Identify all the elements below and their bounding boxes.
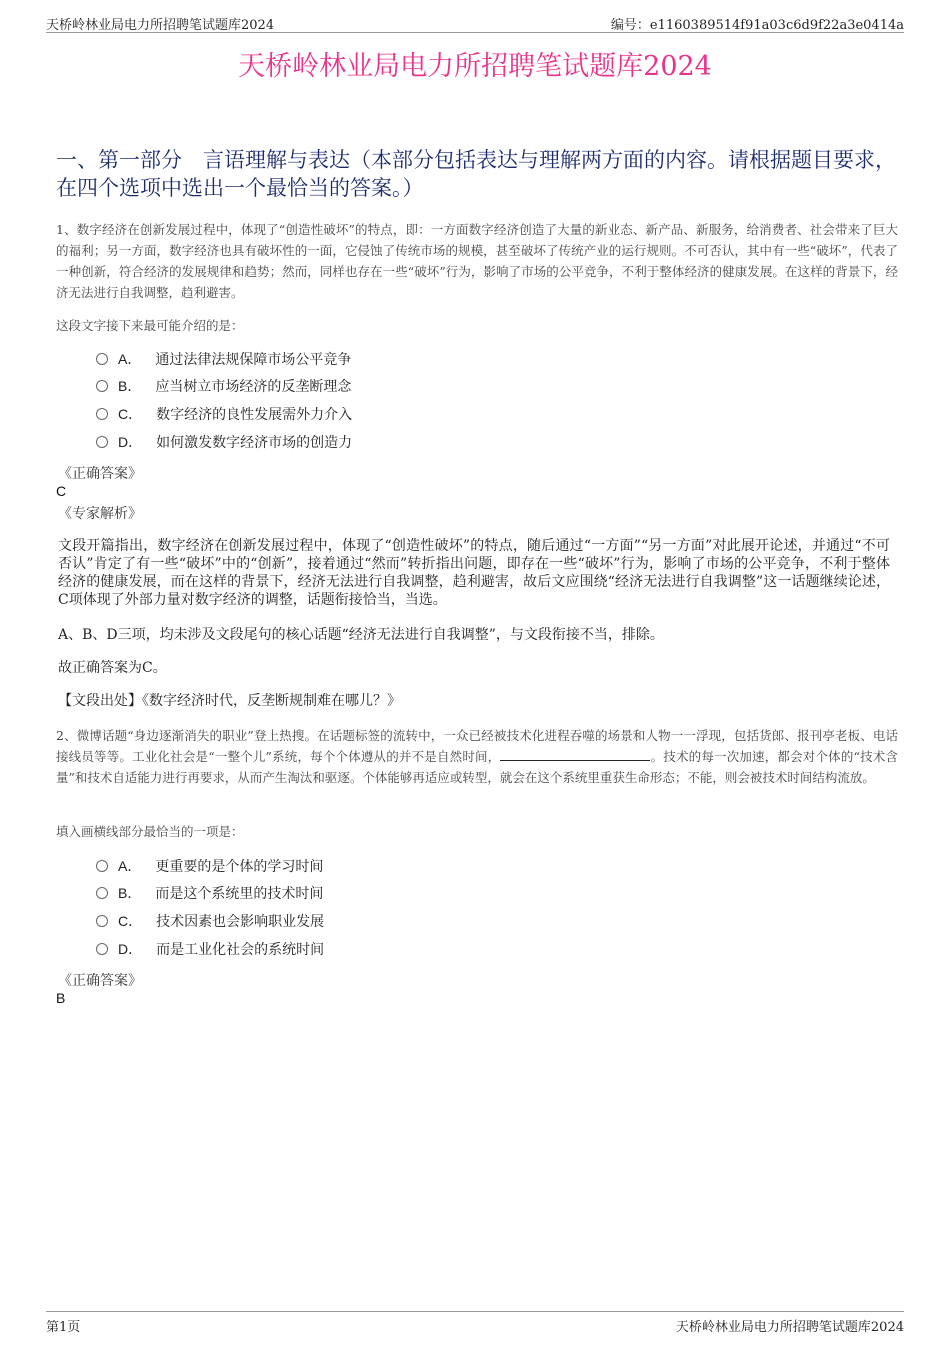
radio-button-icon[interactable] bbox=[96, 943, 108, 955]
q2-answer-label: 《正确答案》 bbox=[58, 973, 142, 989]
q1-option-d[interactable] bbox=[96, 431, 352, 453]
radio-button-icon[interactable] bbox=[96, 436, 108, 448]
page-number: 第1页 bbox=[46, 1320, 81, 1335]
radio-button-icon[interactable] bbox=[96, 380, 108, 392]
q1-analysis-paragraph: A、B、D三项，均未涉及文段尾句的核心话题“经济无法进行自我调整”，与文段衔接不当，排除。 bbox=[58, 627, 664, 643]
fill-in-blank-line bbox=[500, 748, 650, 761]
page-footer bbox=[46, 1311, 904, 1336]
option-text: 更重要的是个体的学习时间 bbox=[155, 859, 324, 875]
footer-title: 天桥岭林业局电力所招聘笔试题库2024 bbox=[675, 1320, 904, 1335]
q2-option-c[interactable] bbox=[96, 910, 324, 932]
question-1-prompt: 这段文字接下来最可能介绍的是： bbox=[56, 318, 244, 333]
option-key: B． bbox=[118, 885, 142, 901]
option-key: C． bbox=[118, 913, 143, 929]
q1-option-b[interactable] bbox=[96, 375, 351, 397]
option-text: 数字经济的良性发展需外力介入 bbox=[156, 407, 353, 423]
option-key: D． bbox=[118, 434, 143, 450]
q1-source: 【文段出处】《数字经济时代，反垄断规制难在哪儿？》 bbox=[58, 693, 401, 709]
option-key: B． bbox=[118, 378, 142, 394]
q1-analysis-conclusion: 故正确答案为C。 bbox=[58, 660, 167, 676]
option-key: C． bbox=[118, 406, 143, 422]
option-text: 应当树立市场经济的反垄断理念 bbox=[155, 379, 352, 395]
q2-option-a[interactable] bbox=[96, 855, 323, 877]
q1-answer-label: 《正确答案》 bbox=[58, 466, 142, 482]
header-title: 天桥岭林业局电力所招聘笔试题库2024 bbox=[46, 18, 275, 33]
q1-option-c[interactable] bbox=[96, 403, 352, 425]
section-heading: 一、第一部分 言语理解与表达（本部分包括表达与理解两方面的内容。请根据题目要求，在四个选项中选出一个最恰当的答案。） bbox=[56, 148, 896, 200]
header-serial-number: 编号：e1160389514f91a03c6d9f22a3e0414a bbox=[610, 18, 904, 33]
q1-answer: C bbox=[56, 483, 67, 499]
option-text: 技术因素也会影响职业发展 bbox=[156, 914, 325, 930]
radio-button-icon[interactable] bbox=[96, 408, 108, 420]
option-key: A． bbox=[118, 858, 142, 874]
radio-button-icon[interactable] bbox=[96, 860, 108, 872]
question-2-prompt: 填入画横线部分最恰当的一项是： bbox=[56, 824, 244, 839]
question-1-stem: 1、数字经济在创新发展过程中，体现了“创造性破坏”的特点，即：一方面数字经济创造了大量的新业态、新产品、新服务，给消费者、社会带来了巨大的福利；另一方面，数字经济也具有破坏性的一面，它侵蚀了传统市场的规模，甚至破坏了传统产业的运行规则。不可否认，其中有一些“破坏”，代表了一种创新，符合经济的发展规律和趋势；然而，同样也存在一些“破坏”行为，影响了市场的公平竞争，不利于整体经济的健康发展。在这样的背景下，经济无法进行自我调整，趋利避害。 bbox=[56, 222, 898, 300]
q2-stem-after: 。技术的每一次加速，都会对个体的“技术含量”和技术自适能力进行再要求，从而产生淘汰和驱逐。个体能够再适应或转型，就会在这个系统里重获生命形态；不能，则会被技术时间结构流放。 bbox=[56, 749, 898, 785]
document-title: 天桥岭林业局电力所招聘笔试题库2024 bbox=[238, 51, 712, 82]
option-key: A． bbox=[118, 351, 142, 367]
option-text: 而是工业化社会的系统时间 bbox=[156, 942, 325, 958]
option-text: 而是这个系统里的技术时间 bbox=[155, 886, 324, 902]
radio-button-icon[interactable] bbox=[96, 887, 108, 899]
option-text: 如何激发数字经济市场的创造力 bbox=[156, 435, 353, 451]
q1-analysis-paragraph: 文段开篇指出，数字经济在创新发展过程中，体现了“创造性破坏”的特点，随后通过“一方面”“另一方面”对此展开论述，并通过“不可否认”肯定了有一些“破坏”中的“创新”，接着通过“然而”转折指出问题，即存在一些“破坏”行为，影响了市场的公平竞争，不利于整体经济的健康发展，而在这样的背景下，经济无法进行自我调整，趋利避害，故后文应围绕“经济无法进行自我调整”这一话题继续论述，C项体现了外部力量对数字经济的调整，话题衔接恰当，当选。 bbox=[58, 538, 890, 608]
page-header bbox=[46, 14, 904, 33]
q1-option-a[interactable] bbox=[96, 348, 351, 370]
radio-button-icon[interactable] bbox=[96, 353, 108, 365]
q2-answer: B bbox=[56, 990, 66, 1006]
q2-option-b[interactable] bbox=[96, 882, 323, 904]
q2-option-d[interactable] bbox=[96, 938, 324, 960]
q2-stem-before: 2、微博话题“身边逐渐消失的职业”登上热搜。在话题标签的流转中，一众已经被技术化进程吞噬的场景和人物一一浮现，包括货郎、报刊亭老板、电话接线员等等。工业化社会是“一整个儿”系统，每个个体遵从的并不是自然时间， bbox=[56, 728, 898, 764]
question-2-stem bbox=[56, 725, 898, 788]
option-key: D． bbox=[118, 941, 143, 957]
option-text: 通过法律法规保障市场公平竞争 bbox=[155, 352, 352, 368]
radio-button-icon[interactable] bbox=[96, 915, 108, 927]
q1-analysis-label: 《专家解析》 bbox=[58, 506, 142, 522]
